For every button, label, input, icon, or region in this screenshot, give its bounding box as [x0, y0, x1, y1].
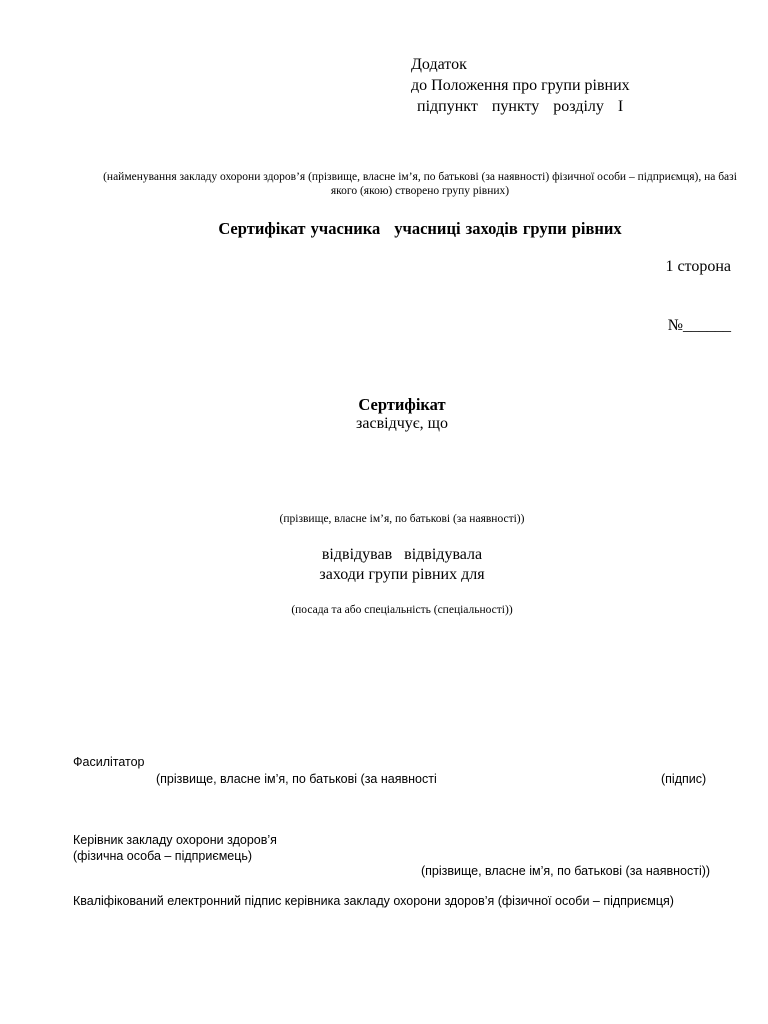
- attended-female: відвідувала: [404, 546, 483, 563]
- attended-block: [0, 545, 768, 585]
- certificate-heading: [0, 219, 768, 239]
- side-label: 1 сторона: [665, 258, 731, 275]
- heading-part-female: учасниці заходів групи рівних: [394, 219, 622, 238]
- institution-name-note: (найменування закладу охорони здоров’я (прізвище, власне ім’я, по батькові (за наявності) фізичної особи – підприємця), на базі якого (якою) створено групу рівних): [103, 171, 737, 197]
- appendix-title: Додаток: [411, 56, 467, 73]
- head-label-line2: (фізична особа – підприємець): [73, 849, 253, 863]
- certificate-title: Сертифікат: [358, 395, 446, 414]
- facilitator-signature-note: (підпис): [661, 772, 707, 786]
- certificate-subtitle: засвідчує, що: [356, 415, 448, 432]
- participant-name-note: (прізвище, власне ім’я, по батькові (за наявності)): [279, 513, 525, 525]
- appendix-regulation: до Положення про групи рівних: [411, 77, 630, 94]
- position-note: (посада та або спеціальність (спеціальності)): [291, 604, 513, 616]
- facilitator-label: Фасилітатор: [73, 755, 145, 769]
- head-label-line1: Керівник закладу охорони здоров’я: [73, 833, 277, 847]
- facilitator-name-note: (прізвище, власне ім’я, по батькові (за наявності: [156, 772, 437, 786]
- head-label: [73, 832, 277, 864]
- appendix-reference: підпункт пункту розділу І: [417, 98, 624, 115]
- qualified-signature-text: Кваліфікований електронний підпис керівника закладу охорони здоров’я (фізичної особи – підприємця): [73, 894, 674, 908]
- appendix-block: [411, 54, 630, 117]
- head-name-note: (прізвище, власне ім’я, по батькові (за наявності)): [421, 864, 711, 878]
- certificate-number-field: №______: [667, 317, 731, 334]
- attended-activities: заходи групи рівних для: [319, 566, 485, 583]
- attended-male: відвідував: [321, 546, 393, 563]
- heading-part-male: Сертифікат учасника: [218, 219, 381, 238]
